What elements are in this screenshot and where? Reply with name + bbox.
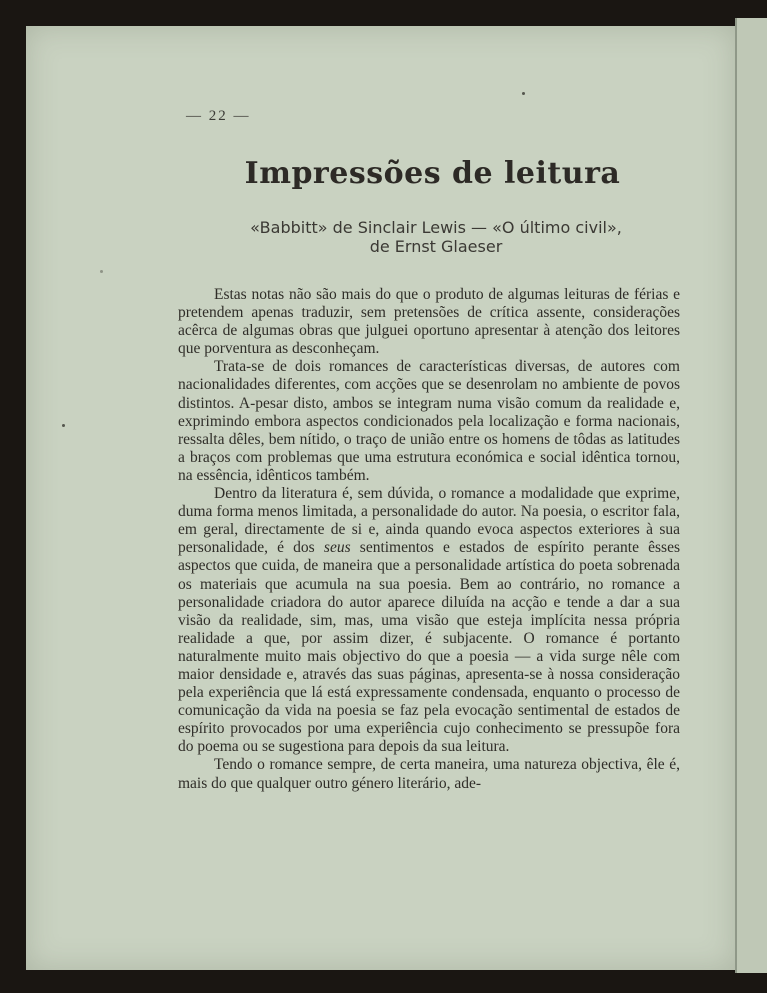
paragraph-3-text-b: sentimentos e estados de espírito perante êsses aspectos que cuida, de maneira que a personalidade artística do poeta sobrenada os materiais que acumula na sua poesia. Bem ao contrário, no romance a personalidade criadora do autor aparece diluída na acção e tende a dar a sua visão da realidade, sim, mas, uma visão que esteja implícita nessa própria realidade a que, por assim dizer, é subjacente. O romance é portanto naturalmente muito mais objectivo do que a poesia — a vida surge nêle com maior densidade e, através das suas páginas, apresenta-se à nossa consideração pela experiência que lá está expressamente condensada, enquanto o processo de comunicação da vida na poesia se faz pela evocação sentimental de estados de espírito provocados por uma experiência cujo conhecimento se pressupõe fora do poema ou se sugestiona para depois da sua leitura. [178, 539, 680, 756]
article-body [178, 286, 680, 793]
subtitle-line-1: «Babbitt» de Sinclair Lewis — «O último civil», [250, 218, 622, 237]
paragraph-2: Trata-se de dois romances de características diversas, de autores com nacionalidades diferentes, com acções que se desenrolam no ambiente de povos distintos. A-pesar disto, ambos se integram numa visão comum da realidade e, exprimindo embora aspectos condicionados pela localização e forma nacionais, ressalta dêles, bem nítido, o traço de união entre os homens de tôdas as latitudes a braços com problemas que uma estrutura económica e social idêntica tornou, na essência, idênticos também. [178, 358, 680, 484]
subtitle [206, 218, 666, 256]
print-speck [522, 92, 525, 95]
paragraph-1: Estas notas não são mais do que o produto de algumas leituras de férias e pretendem apenas traduzir, sem pretensões de crítica assente, considerações acêrca de algumas obras que julguei oportuno apresentar à atenção dos leitores que porventura as desconheçam. [178, 286, 680, 358]
page-title: Impressões de leitura [244, 156, 621, 191]
page-number: — 22 — [186, 108, 251, 124]
paragraph-4: Tendo o romance sempre, de certa maneira, uma natureza objectiva, êle é, mais do que qualquer outro género literário, ade- [178, 756, 680, 792]
book-page [26, 26, 735, 970]
facing-page-edge [735, 18, 767, 973]
paragraph-3-emphasis: seus [323, 539, 351, 557]
subtitle-line-2: de Ernst Glaeser [369, 237, 503, 256]
print-speck [62, 424, 65, 427]
print-speck [100, 270, 103, 273]
paragraph-3 [178, 485, 680, 756]
paragraph-3-text-a: Dentro da literatura é, sem dúvida, o romance a modalidade que exprime, duma forma menos limitada, a personalidade do autor. Na poesia, o escritor fala, em geral, directamente de si e, ainda quando evoca aspectos exteriores à sua personalidade, é dos [178, 485, 680, 557]
